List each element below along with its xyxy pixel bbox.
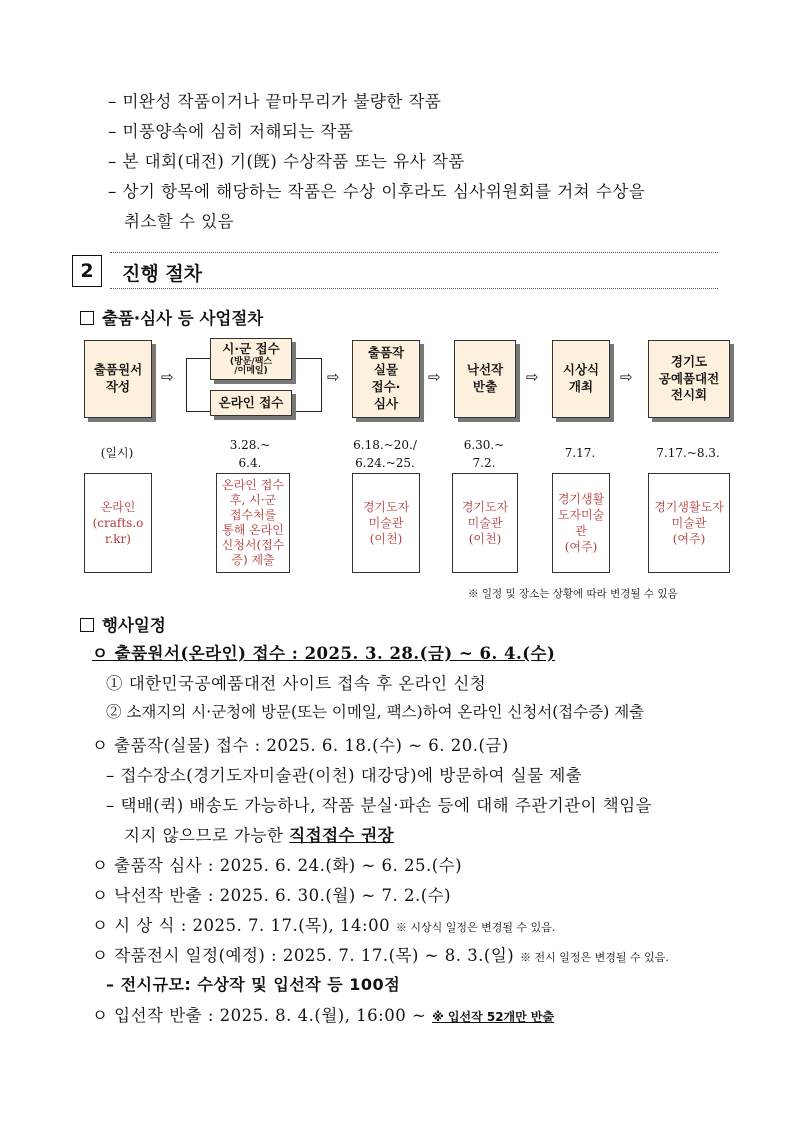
ceremony-change-note: ※ 시상식 일정은 변경될 수 있음. [395,921,556,934]
schedule-online-application: ㅇ 출품원서(온라인) 접수 : 2025. 3. 28.(금) ~ 6. 4.(수) [92,644,556,663]
step-city-reception [210,338,292,380]
checkbox-icon [80,618,94,632]
schedule-selected-return [92,1002,554,1026]
section-divider-bottom [110,288,718,289]
date-exhibition: 7.17.~8.3. [656,446,720,460]
date-reception: 3.28.~ 6.4. [229,438,271,470]
step-online-reception: 온라인 접수 [210,390,292,416]
date-label: (일시) [100,446,134,460]
place-application: 온라인 (crafts.o r.kr) [84,473,152,573]
schedule-submission-place: – 접수장소(경기도자미술관(이천) 대강당)에 방문하여 실물 제출 [106,766,583,785]
step-exhibition: 경기도 공예품대전 전시회 [648,340,730,418]
exclusion-item-2: – 미풍양속에 심히 저해되는 작품 [108,122,354,141]
ceremony-text: ㅇ 시 상 식 : 2025. 7. 17.(목), 14:00 [92,916,396,935]
date-ceremony: 7.17. [564,446,596,460]
schedule-physical-submission: ㅇ 출품작(실물) 접수 : 2025. 6. 18.(수) ~ 6. 20.(금) [92,736,509,755]
schedule-title: 행사일정 [102,616,166,635]
arrow-icon: ⇨ [526,368,539,386]
date-return: 6.30.~ 7.2. [463,438,505,470]
arrow-icon: ⇨ [327,368,340,386]
schedule-exhibition-scale: – 전시규모: 수상작 및 입선작 등 100점 [106,975,401,994]
step-award-ceremony: 시상식 개최 [552,340,610,418]
selected-return-text: ㅇ 입선작 반출 : 2025. 8. 4.(월), 16:00 ~ [92,1006,433,1025]
schedule-heading [80,612,166,636]
exclusion-item-3: – 본 대회(대전) 기(旣) 수상작품 또는 유사 작품 [108,152,465,171]
schedule-rejected-return: ㅇ 낙선작 반출 : 2025. 6. 30.(월) ~ 7. 2.(수) [92,886,452,905]
schedule-judging: ㅇ 출품작 심사 : 2025. 6. 24.(화) ~ 6. 25.(수) [92,856,463,875]
schedule-award-ceremony [92,912,555,936]
direct-submission-recommendation: 직접접수 권장 [289,826,395,845]
exclusion-item-4-cont: 취소할 수 있음 [124,212,235,231]
delivery-note-text: 지지 않으므로 가능한 [124,826,290,845]
exclusion-item-4: – 상기 항목에 해당하는 작품은 수상 이후라도 심사위원회를 거쳐 수상을 [108,182,646,201]
section-number: 2 [72,255,102,287]
schedule-change-note: ※ 일정 및 장소는 상황에 따라 변경될 수 있음 [468,588,678,600]
exhibition-change-note: ※ 전시 일정은 변경될 수 있음. [520,951,669,964]
schedule-delivery-note-cont [124,822,394,846]
place-ceremony: 경기생활 도자미술 관 (여주) [552,473,610,573]
exhibition-text: ㅇ 작품전시 일정(예정) : 2025. 7. 17.(목) ~ 8. 3.(일) [92,946,520,965]
date-review: 6.18.~20./ 6.24.~25. [353,438,417,470]
place-review: 경기도자 미술관 (이천) [352,473,420,573]
exclusion-item-1: – 미완성 작품이거나 끝마무리가 불량한 작품 [108,92,442,111]
city-reception-label: 시·군 접수 [222,340,280,356]
procedure-title: 출품·심사 등 사업절차 [102,309,264,328]
section-title: 진행 절차 [122,263,203,285]
procedure-heading [80,305,263,329]
arrow-icon: ⇨ [620,368,633,386]
schedule-exhibition [92,942,669,966]
place-reception: 온라인 접수 후, 시·군 접수처를 통해 온라인 신청서(접수 증) 제출 [216,473,290,573]
arrow-icon: ⇨ [161,368,174,386]
selected-return-note: ※ 입선작 52개만 반출 [432,1010,555,1024]
schedule-step-2: ② 소재지의 시·군청에 방문(또는 이메일, 팩스)하여 온라인 신청서(접수증) 제출 [106,703,645,721]
schedule-step-1: ① 대한민국공예품대전 사이트 접속 후 온라인 신청 [106,674,487,693]
step-application: 출품원서 작성 [84,340,152,418]
section-divider-top [110,252,718,253]
schedule-delivery-note: – 택배(퀵) 배송도 가능하나, 작품 분실·파손 등에 대해 주관기관이 책임을 [106,796,653,815]
step-rejected-return: 낙선작 반출 [454,340,516,418]
place-return: 경기도자 미술관 (이천) [452,473,518,573]
city-reception-methods: (방문/팩스 /이메일) [229,356,273,377]
arrow-icon: ⇨ [428,368,441,386]
step-submission-review: 출품작 실물 접수· 심사 [352,340,420,418]
place-exhibition: 경기생활도자 미술관 (여주) [648,473,730,573]
checkbox-icon [80,311,94,325]
